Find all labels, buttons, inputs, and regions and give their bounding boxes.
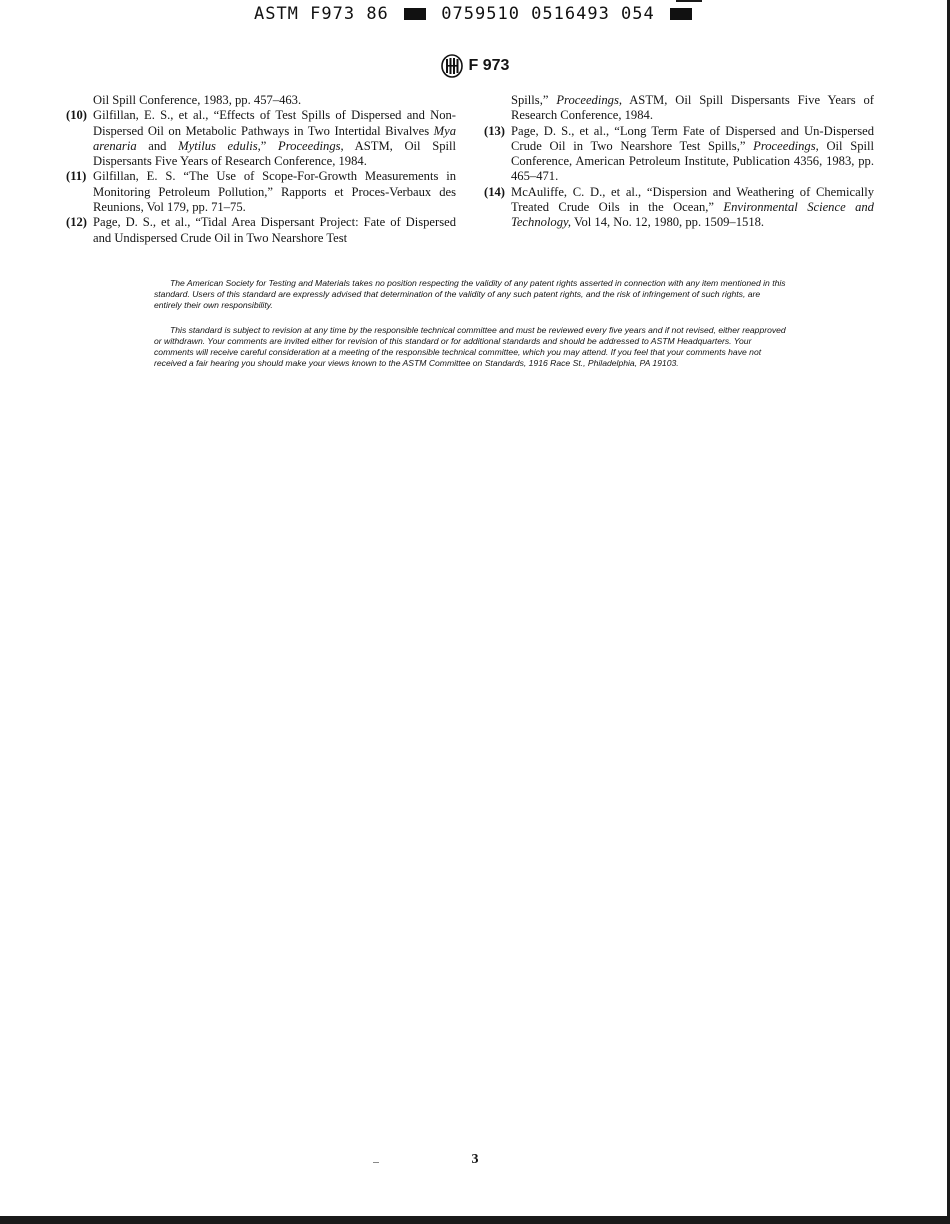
reference-text: Page, D. S., et al., “Tidal Area Dispersant Project: Fate of Dispersed and Undispersed Crude Oil in Two Nearshore Test (93, 215, 456, 245)
legal-notices (154, 278, 787, 383)
right-column (484, 93, 874, 246)
reference-text-part: McAuliffe, C. D., et al., “Dispersion and Weathering of Chemically Treated Crude Oils in the Ocean,” (511, 184, 874, 215)
reference-text (93, 108, 456, 169)
left-column (66, 93, 456, 246)
reference-text: Gilfillan, E. S. “The Use of Scope-For-Growth Measurements in Monitoring Petroleum Pollution,” Rapports et Proces-Verbaux des Reunions, Vol 179, pp. 71–75. (93, 169, 456, 215)
reference-text-part: Oil Spill Conference, American Petroleum Institute, Publication 4356, 1983, pp. 465–471. (511, 138, 875, 184)
references-section (66, 93, 874, 246)
reference-species-name: Mya arenaria (93, 123, 456, 153)
astm-logo-icon (441, 54, 463, 78)
reference-text-part: Vol 14, No. 12, 1980, pp. 1509–1518. (571, 215, 765, 230)
reference-13 (484, 124, 874, 185)
scan-edge-bottom (0, 1216, 950, 1224)
reference-text-part: Gilfillan, E. S., et al., “Effects of Test Spills of Dispersed and Non-Dispersed Oil on Metabolic Pathways in Two Intertidal Bivalves (93, 108, 456, 138)
standard-designation: F 973 (468, 57, 510, 74)
document-id-left: ASTM F973 86 (253, 4, 389, 24)
scan-mark (676, 0, 702, 2)
reference-number: (14) (484, 184, 505, 199)
document-id-line (0, 4, 950, 24)
reference-14 (484, 185, 874, 231)
reference-number: (10) (66, 108, 87, 123)
reference-journal: Proceedings, (278, 138, 344, 153)
reference-number: (13) (484, 123, 505, 138)
reference-text-part: Spills,” (511, 93, 557, 107)
reference-number: (12) (66, 215, 87, 230)
reference-text-part: ASTM, Oil Spill Dispersants Five Years of Research Conference, 1984. (93, 138, 456, 169)
reference-journal: Proceedings, (753, 138, 819, 153)
reference-journal: Environmental Science and Technology, (511, 200, 874, 230)
reference-text (511, 185, 874, 231)
reference-journal: Proceedings, (556, 93, 622, 107)
document-id-middle: 0759510 0516493 054 (441, 4, 655, 24)
patent-notice: The American Society for Testing and Materials takes no position respecting the validity of any patent rights asserted in connection with any item mentioned in this standard. Users of this standard are expressly advised that determination of the validity of any such patent rights, and the risk of infringement of such rights, are entirely their own responsibility. (154, 278, 786, 310)
reference-continuation (484, 93, 874, 124)
reference-number: (11) (66, 169, 87, 184)
reference-10 (66, 108, 456, 169)
page-header (0, 54, 950, 78)
reference-12 (66, 215, 456, 246)
reference-text (511, 124, 874, 185)
reference-text-part: Page, D. S., et al., “Long Term Fate of Dispersed and Un-Dispersed Crude Oil in Two Nearshore Test Spills,” (511, 123, 874, 153)
reference-text-part: ” (260, 138, 279, 153)
page-number: 3 (471, 1152, 479, 1167)
reference-species-name: Mytilus edulis, (178, 138, 261, 153)
reference-text-part: and (136, 138, 179, 153)
revision-notice: This standard is subject to revision at any time by the responsible technical committee and must be reviewed every five years and if not revised, either reapproved or withdrawn. Your comments are invited either for revision of this standard or for additional standards and should be addressed to ASTM Headquarters. Your comments will receive careful consideration at a meeting of the responsible technical committee, which you may attend. If you feel that your comments have not received a fair hearing you should make your views known to the ASTM Committee on Standards, 1916 Race St., Philadelphia, PA 19103. (154, 325, 786, 368)
black-block-icon (670, 8, 692, 20)
reference-11 (66, 169, 456, 215)
reference-continuation: Oil Spill Conference, 1983, pp. 457–463. (93, 93, 302, 107)
black-block-icon (404, 8, 426, 20)
reference-text-part: ASTM, Oil Spill Dispersants Five Years of Research Conference, 1984. (511, 93, 875, 123)
